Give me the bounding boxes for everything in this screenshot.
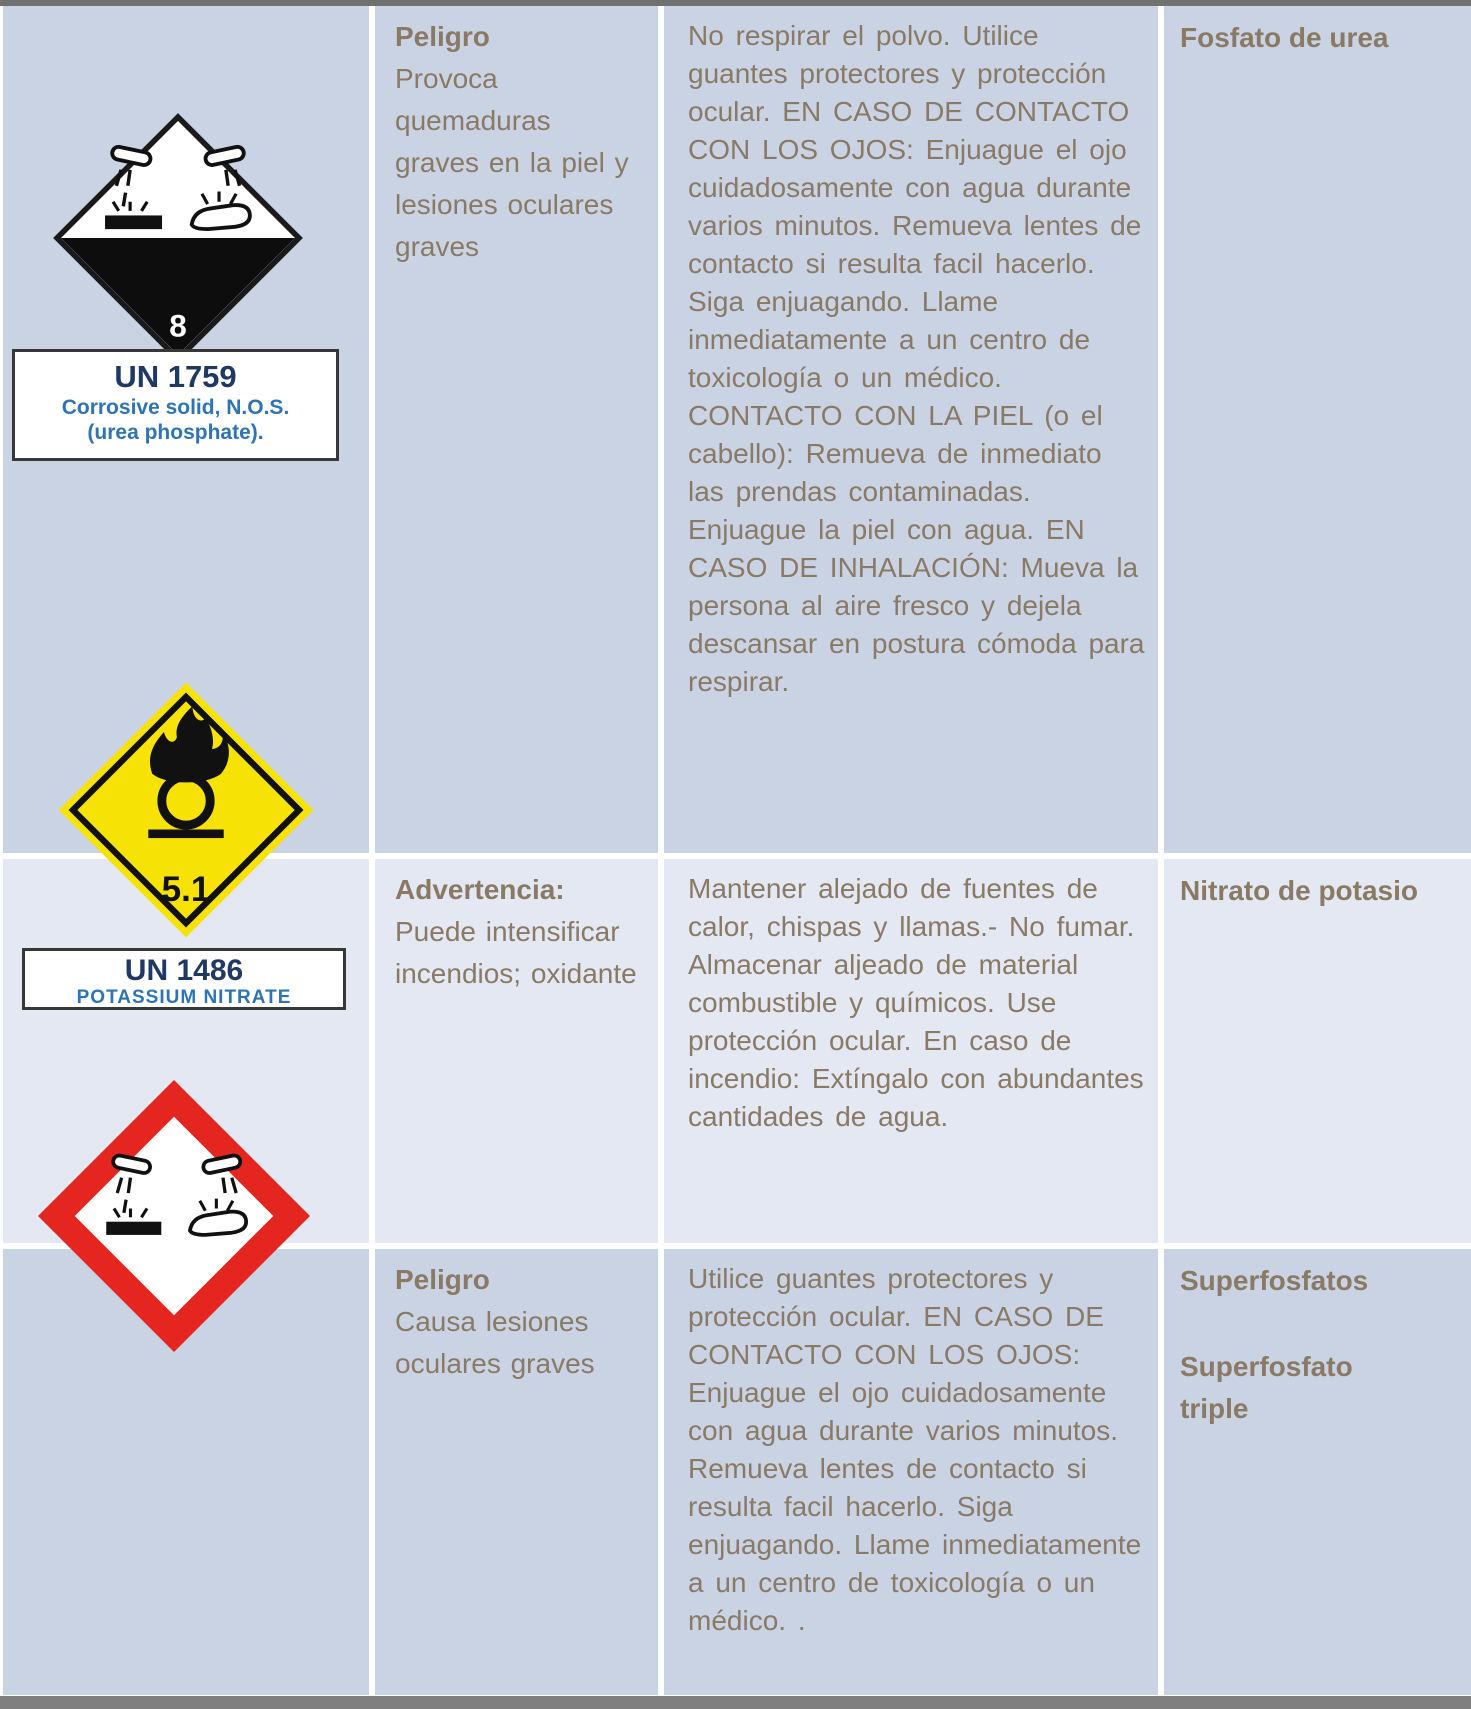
product-name-secondary: Superfosfato triple [1180,1351,1353,1424]
cell-product-row2 [1164,859,1471,1243]
un-number: UN 1486 [124,954,244,987]
class-number: 8 [169,307,187,344]
cell-signal-row1 [375,6,658,853]
ghs05-corrosion-pictogram [38,1080,310,1352]
cell-product-row3 [1164,1249,1471,1695]
cell-signal-row2 [375,859,658,1243]
precaution-text: Mantener alejado de fuentes de calor, chispas y llamas.- No fumar. Almacenar aljeado de material combustible y químicos. Use protección ocular. En caso de incendio: Extíngalo con abundantes cantidades de agua. [688,873,1144,1132]
un-1486-label [22,948,346,1010]
cell-precaution-row2 [664,859,1158,1243]
hazard-statement: Puede intensificar incendios; oxidante [395,916,637,989]
cell-precaution-row1 [664,6,1158,853]
signal-word: Advertencia: [395,874,565,905]
signal-word: Peligro [395,21,490,52]
hazard-statement: Causa lesiones oculares graves [395,1306,595,1379]
un-description: Corrosive solid, N.O.S. [61,396,290,419]
cell-precaution-row3 [664,1249,1158,1695]
product-name: Superfosfatos [1180,1265,1369,1296]
un-description: POTASSIUM NITRATE [76,987,292,1008]
product-name: Nitrato de potasio [1180,875,1419,906]
un-description-2: (urea phosphate). [87,421,264,444]
un-number: UN 1759 [114,359,237,394]
cell-product-row1 [1164,6,1471,853]
un-1759-label [12,349,339,461]
signal-word: Peligro [395,1264,490,1295]
hazard-statement: Provoca quemaduras graves en la piel y lesiones oculares graves [395,63,629,262]
product-name: Fosfato de urea [1180,22,1389,53]
bottom-scroll-bar [0,1696,1471,1709]
class-number: 5.1 [161,870,211,909]
precaution-text: No respirar el polvo. Utilice guantes protectores y protección ocular. EN CASO DE CONTACTO CON LOS OJOS: Enjuague el ojo cuidadosamente con agua durante varios minutos. Remueva lentes de contacto si resulta facil hacerlo. Siga enjuagando. Llame inmediatamente a un centro de toxicología o un médico. CONTACTO CON LA PIEL (o el cabello): Remueva de inmediato las prendas contaminadas. Enjuague la piel con agua. EN CASO DE INHALACIÓN: Mueva la persona al aire fresco y dejela descansar en postura cómoda para respirar. [688,20,1145,697]
precaution-text: Utilice guantes protectores y protección ocular. EN CASO DE CONTACTO CON LOS OJOS: Enjuague el ojo cuidadosamente con agua durante varios minutos. Remueva lentes de contacto si resulta facil hacerlo. Siga enjuagando. Llame inmediatamente a un centro de toxicología o un médico. . [688,1263,1142,1636]
cell-signal-row3 [375,1249,658,1695]
class-8-corrosive-placard [52,112,304,364]
class-5-1-oxidizer-placard [56,680,316,940]
